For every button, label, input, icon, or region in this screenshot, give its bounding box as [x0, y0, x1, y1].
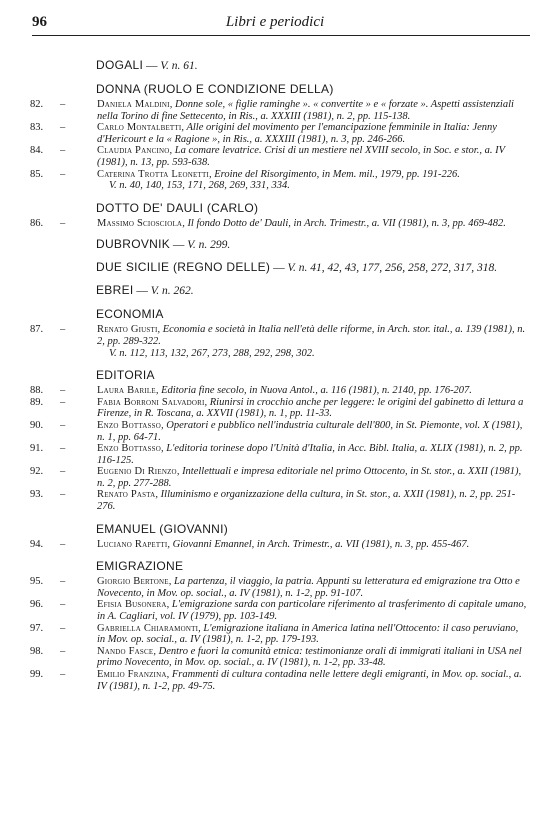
entry-author: Caterina Trotta Leonetti: [97, 168, 209, 180]
cross-reference-target: V. n. 262.: [150, 285, 194, 298]
bibliography-entry: [0, 539, 550, 551]
cross-reference: [96, 59, 550, 73]
entry-citation: , Giovanni Emannel, in Arch. Trimestr., a. VII (1981), n. 3, pp. 455-467.: [167, 538, 470, 550]
entry-body: [97, 385, 528, 397]
entry-citation: , Dentro e fuori la comunità etnica: testimonianze orali di immigrati italiani in USA nel primo Novecento, in Mov. op. social., a. IV (1981), n. 1-2, pp. 33-48.: [97, 645, 522, 669]
cross-reference-heading: DUBROVNIK: [96, 237, 171, 252]
entry-dash: –: [60, 599, 66, 611]
entry-author: Efisia Busonera: [97, 599, 167, 611]
entry-dash: –: [60, 145, 66, 157]
cross-reference: [96, 238, 550, 252]
cross-reference-target: V. n. 41, 42, 43, 177, 256, 258, 272, 317, 318.: [287, 262, 498, 275]
entry-body: [97, 420, 528, 443]
bibliography-entry: [0, 489, 550, 512]
entry-body: [97, 145, 528, 168]
entry-body: [97, 576, 528, 599]
cross-reference-dash: —: [143, 60, 161, 72]
bibliography-entry: [0, 385, 550, 397]
bibliography-list: [0, 50, 550, 692]
section-heading: EMIGRAZIONE: [96, 559, 184, 574]
entry-number: 83.: [30, 122, 44, 134]
entry-body: [97, 443, 528, 466]
entry-body: [97, 539, 528, 551]
entry-dash: –: [60, 466, 66, 478]
cross-reference-dash: —: [170, 239, 188, 252]
entry-number: 82.: [30, 99, 44, 110]
entry-body: [97, 669, 528, 692]
entry-number: 87.: [30, 324, 44, 336]
entry-body: [97, 623, 528, 646]
page-number: 96: [32, 14, 47, 30]
cross-reference-target: V. n. 299.: [187, 239, 231, 252]
entry-dash: –: [60, 622, 66, 634]
bibliography-entry: [0, 599, 550, 622]
entry-body: [97, 99, 528, 122]
header-rule: [32, 35, 530, 36]
entry-number: 96.: [30, 599, 44, 611]
entry-citation: , L'editoria torinese dopo l'Unità d'Italia, in Acc. Bibl. Italia, a. XLIX (1981), n. 2, pp. 116-125.: [97, 443, 523, 466]
entry-author: Enzo Bottasso: [97, 419, 161, 431]
entry-dash: –: [60, 645, 66, 657]
entry-dash: –: [60, 538, 66, 550]
entry-citation: , Donne sole, « figlie raminghe ». « convertite » e « forzate ». Aspetti assistenziali nella Torino di fine Settecento, in Ris., a. XXXIII (1981), n. 2, pp. 115-138.: [97, 99, 514, 122]
entry-citation: , Intellettuali e impresa editoriale nel primo Ottocento, in St. stor., a. XXII (1981), n. 2, pp. 277-288.: [97, 466, 522, 489]
cross-reference: [96, 261, 550, 275]
entry-author: Nando Fasce: [97, 645, 154, 657]
cross-reference-target: V. n. 61.: [160, 60, 198, 72]
entry-author: Daniela Maldini: [97, 99, 170, 110]
bibliography-entry: [0, 145, 550, 168]
entry-number: 95.: [30, 576, 44, 588]
bibliography-entry: [0, 443, 550, 466]
entry-citation: , Eroine del Risorgimento, in Mem. mil., 1979, pp. 191-226.: [208, 168, 460, 180]
entry-citation: , Illuminismo e organizzazione della cultura, in St. stor., a. XXII (1981), n. 2, pp. 251-276.: [97, 489, 516, 513]
see-also-reference: V. n. 40, 140, 153, 171, 268, 269, 331, 334.: [109, 180, 290, 192]
entry-number: 99.: [30, 669, 44, 680]
entry-citation: , La partenza, il viaggio, la patria. Appunti su letteratura ed emigrazione tra Otto e Novecento, in Mov. op. social., a. IV (1981), n. 1-2, pp. 91-107.: [97, 576, 520, 599]
cross-reference-heading: EBREI: [96, 283, 134, 298]
bibliography-entry: [0, 218, 550, 230]
section-heading: DONNA (RUOLO E CONDIZIONE DELLA): [96, 82, 334, 96]
entry-author: Enzo Bottasso: [97, 443, 161, 455]
entry-citation: , Economia e società in Italia nell'età delle riforme, in Arch. stor. ital., a. 139 (1981), n. 2, pp. 289-322.: [97, 324, 526, 347]
entry-dash: –: [60, 419, 66, 431]
entry-number: 86.: [30, 217, 44, 229]
entry-number: 84.: [30, 145, 44, 157]
entry-number: 90.: [30, 419, 44, 431]
cross-reference-heading: DUE SICILIE (REGNO DELLE): [96, 260, 271, 275]
entry-citation: , L'emigrazione sarda con particolare riferimento al trasferimento di capitale umano, in A. Cagliari, vol. IV (1979), pp. 103-149.: [97, 599, 527, 623]
entry-author: Renato Pasta: [97, 489, 156, 501]
entry-number: 92.: [30, 466, 44, 478]
running-title: Libri e periodici: [225, 14, 325, 30]
section-heading: DOTTO DE' DAULI (CARLO): [96, 200, 259, 215]
page-header: [0, 14, 550, 36]
bibliography-entry: [0, 466, 550, 489]
entry-citation: , Il fondo Dotto de' Dauli, in Arch. Trimestr., a. VII (1981), n. 3, pp. 469-482.: [182, 217, 506, 229]
entry-author: Massimo Sciosciola: [97, 217, 183, 229]
entry-dash: –: [60, 396, 66, 408]
bibliography-entry: [0, 646, 550, 669]
bibliography-entry: [0, 122, 550, 145]
entry-number: 94.: [30, 538, 44, 550]
entry-citation: , Frammenti di cultura contadina nelle lettere degli emigranti, in Mov. op. social., a. IV (1981), n. 1-2, pp. 49-75.: [97, 669, 522, 692]
entry-dash: –: [60, 122, 66, 134]
entry-body: [97, 122, 528, 145]
entry-dash: –: [60, 443, 66, 455]
section-heading: EMANUEL (GIOVANNI): [96, 521, 229, 536]
see-also-reference: V. n. 112, 113, 132, 267, 273, 288, 292, 298, 302.: [109, 347, 315, 359]
entry-number: 89.: [30, 396, 44, 408]
entry-author: Carlo Montalbetti: [97, 122, 182, 134]
entry-author: Claudia Pancino: [97, 145, 170, 157]
entry-citation: , La comare levatrice. Crisi di un mestiere nel XVIII secolo, in Soc. e stor., a. IV (1981), n. 13, pp. 593-638.: [97, 145, 505, 168]
entry-dash: –: [60, 217, 66, 229]
entry-number: 85.: [30, 168, 44, 180]
cross-reference-heading: DOGALI: [96, 58, 144, 72]
entry-citation: , Operatori e pubblico nell'industria culturale dell'800, in St. Piemonte, vol. X (1981), n. 1, pp. 64-71.: [97, 419, 523, 443]
entry-dash: –: [60, 669, 66, 680]
entry-author: Renato Giusti: [97, 324, 158, 336]
cross-reference-dash: —: [270, 262, 288, 275]
entry-number: 88.: [30, 385, 44, 397]
entry-number: 91.: [30, 443, 44, 455]
bibliography-entry: [0, 623, 550, 646]
bibliography-entry: [0, 99, 550, 122]
entry-citation: , Editoria fine secolo, in Nuova Antol., a. 116 (1981), n. 2140, pp. 176-207.: [155, 385, 472, 397]
entry-number: 97.: [30, 622, 44, 634]
entry-citation: , Riunirsi in crocchio anche per leggere: le origini del gabinetto di lettura a Firenze, in R. Toscana, a. XXVII (1981), n. 1, pp. 11-33.: [97, 396, 524, 420]
entry-body: [97, 324, 528, 347]
entry-dash: –: [60, 576, 66, 588]
entry-body: [97, 397, 528, 420]
entry-number: 98.: [30, 645, 44, 657]
entry-body: [97, 218, 528, 230]
bibliography-entry: [0, 576, 550, 599]
entry-body: [97, 489, 528, 512]
section-heading: ECONOMIA: [96, 307, 164, 322]
bibliography-entry: [0, 324, 550, 347]
bibliography-entry: [0, 420, 550, 443]
entry-dash: –: [60, 489, 66, 501]
entry-citation: , L'emigrazione italiana in America latina nell'Ottocento: il caso peruviano, in Mov. op. social., a. IV (1981), n. 1-2, pp. 179-193.: [97, 622, 519, 646]
entry-body: [97, 646, 528, 669]
entry-body: [97, 466, 528, 489]
entry-author: Emilio Franzina: [97, 669, 167, 680]
entry-dash: –: [60, 168, 66, 180]
entry-body: [97, 599, 528, 622]
entry-dash: –: [60, 385, 66, 397]
entry-body: [97, 169, 528, 181]
section-heading: EDITORIA: [96, 368, 155, 383]
entry-author: Fabia Borroni Salvadori: [97, 396, 205, 408]
entry-author: Giorgio Bertone: [97, 576, 169, 588]
entry-citation: , Alle origini del movimento per l'emancipazione femminile in Italia: Jenny d'Hericourt e la « Ragione », in Ris., a. XXXIII (1981), n. 3, pp. 246-266.: [97, 122, 497, 145]
bibliography-entry: [0, 669, 550, 692]
entry-dash: –: [60, 324, 66, 336]
cross-reference-dash: —: [133, 285, 151, 298]
entry-number: 93.: [30, 489, 44, 501]
entry-author: Eugenio Di Rienzo: [97, 466, 177, 478]
entry-author: Luciano Rapetti: [97, 538, 168, 550]
bibliography-entry: [0, 169, 550, 181]
bibliography-entry: [0, 397, 550, 420]
entry-dash: –: [60, 99, 66, 110]
entry-author: Gabriella Chiaramonti: [97, 622, 199, 634]
entry-author: Laura Barile: [97, 385, 156, 397]
cross-reference: [96, 284, 550, 298]
